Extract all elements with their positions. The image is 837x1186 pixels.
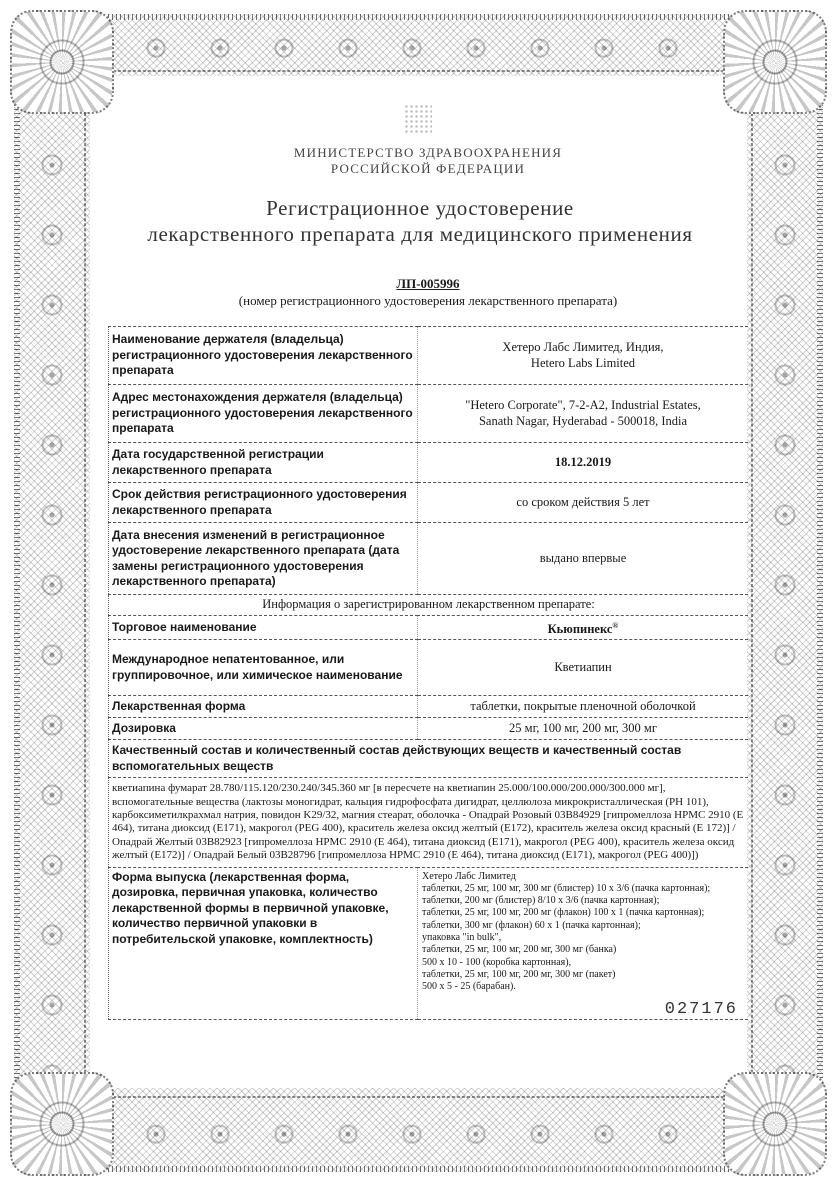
row-label-release-form: Форма выпуска (лекарственная форма, дозировка, первичная упаковка, количество лекарственной формы в первичной упаковке, количество первичной упаковки в потребительской упаковке, комплектность) <box>109 867 418 1019</box>
table-row <box>109 640 749 696</box>
row-label-holder-address: Адрес местонахождения держателя (владельца) регистрационного удостоверения лекарственного препарата <box>109 385 418 443</box>
row-label-inn: Международное непатентованное, или группировочное, или химическое наименование <box>109 640 418 696</box>
composition-heading: Качественный состав и количественный состав действующих веществ и качественный состав вспомогательных веществ <box>109 740 749 778</box>
registration-number-caption: (номер регистрационного удостоверения лекарственного препарата) <box>238 293 618 308</box>
border-top-ornament <box>60 14 777 76</box>
table-row <box>109 778 749 867</box>
table-row <box>109 867 749 1019</box>
release-line: таблетки, 25 мг, 100 мг, 200 мг, 300 мг (банка) <box>422 944 617 956</box>
composition-text: кветиапина фумарат 28.780/115.120/230.240/345.360 мг [в пересчете на кветиапин 25.000/100.000/200.000/300.000 мг], вспомогательные вещества (лактозы моногидрат, кальция гидрофосфата дигидрат, целлюлоза микрокристаллическая (PH 101), карбоксиметилкрахмал натрия, повидон K29/32, магния стеарат, оболочка - Опадрай Розовый 03B84929 [гипромеллоза HPMC 2910 (E 464), титана диоксид (E171), макрогол (PEG 400), краситель железа оксид желтый (E172), краситель железа оксид красный (E 172)] / Опадрай Желтый 03B82923 [гипромеллоза HPMC 2910 (E 464), титана диоксид (E171), макрогол (PEG 400), краситель железа оксид желтый (E172)] / Опадрай Белый 03B28796 [гипромеллоза HPMC 2910 (E 464), титана диоксид (E171), макрогол (PEG 400)]) <box>109 778 749 867</box>
address-line-2: Sanath Nagar, Hyderabad - 500018, India <box>478 413 688 428</box>
title-line-1: Регистрационное удостоверение <box>266 196 574 220</box>
table-row <box>109 483 749 523</box>
release-line: 500 x 10 - 100 (коробка картонная), <box>422 956 572 968</box>
row-value-release-form <box>418 867 749 1019</box>
table-row <box>109 718 749 740</box>
title-line-2: лекарственного препарата для медицинского применения <box>147 222 693 246</box>
registration-number: ЛП-005996 <box>396 276 460 291</box>
row-value-validity-period: со сроком действия 5 лет <box>418 483 749 523</box>
release-line: упаковка "in bulk", <box>422 932 502 944</box>
row-label-trade-name: Торговое наименование <box>109 615 418 640</box>
corner-rosette-icon <box>10 10 114 114</box>
corner-rosette-icon <box>10 1072 114 1176</box>
info-heading: Информация о зарегистрированном лекарственном препарате: <box>109 595 749 616</box>
release-line: таблетки, 25 мг, 100 мг, 300 мг (блистер) 10 x 3/6 (пачка картонная); <box>422 882 711 894</box>
address-line-1: "Hetero Corporate", 7-2-A2, Industrial Estates, <box>465 398 701 412</box>
border-left-ornament <box>14 60 90 1126</box>
ministry-line-1: МИНИСТЕРСТВО ЗДРАВООХРАНЕНИЯ <box>293 145 563 160</box>
row-label-validity-period: Срок действия регистрационного удостоверения лекарственного препарата <box>109 483 418 523</box>
row-value-dosage-form: таблетки, покрытые пленочной оболочкой <box>418 696 749 718</box>
holder-name-en: Hetero Labs Limited <box>530 355 636 370</box>
release-line: таблетки, 25 мг, 100 мг, 200 мг, 300 мг (пакет) <box>422 968 616 980</box>
ministry-line-2: РОССИЙСКОЙ ФЕДЕРАЦИИ <box>330 161 526 176</box>
row-label-registration-date: Дата государственной регистрации лекарственного препарата <box>109 443 418 483</box>
release-line: 500 x 5 - 25 (барабан). <box>422 981 516 993</box>
table-row <box>109 615 749 640</box>
table-row <box>109 740 749 778</box>
table-row <box>109 595 749 616</box>
certificate-table <box>108 326 748 1020</box>
form-serial-number: 027176 <box>664 1000 738 1020</box>
ministry-heading <box>108 145 748 177</box>
release-line: таблетки, 25 мг, 100 мг, 200 мг (флакон) 100 x 1 (пачка картонная); <box>422 907 705 919</box>
table-row <box>109 696 749 718</box>
holder-name-ru: Хетеро Лабс Лимитед, Индия, <box>502 340 664 354</box>
release-line: таблетки, 300 мг (флакон) 60 x 1 (пачка картонная); <box>422 919 641 931</box>
document-title <box>80 195 760 247</box>
row-label-dosage: Дозировка <box>109 718 418 740</box>
border-bottom-ornament <box>60 1088 777 1172</box>
row-value-dosage: 25 мг, 100 мг, 200 мг, 300 мг <box>418 718 749 740</box>
release-line: Хетеро Лабс Лимитед <box>422 870 516 882</box>
release-line: таблетки, 200 мг (блистер) 8/10 x 3/6 (пачка картонная); <box>422 895 660 907</box>
row-label-holder-name: Наименование держателя (владельца) регистрационного удостоверения лекарственного препарата <box>109 327 418 385</box>
table-row <box>109 523 749 595</box>
table-row <box>109 327 749 385</box>
corner-rosette-icon <box>723 1072 827 1176</box>
coat-of-arms-emblem-icon <box>404 104 432 134</box>
row-value-changes-date: выдано впервые <box>418 523 749 595</box>
row-value-registration-date: 18.12.2019 <box>418 443 749 483</box>
row-value-holder-name <box>418 327 749 385</box>
row-value-inn: Кветиапин <box>418 640 749 696</box>
row-label-changes-date: Дата внесения изменений в регистрационное удостоверение лекарственного препарата (дата замены регистрационного удостоверения лекарственного препарата) <box>109 523 418 595</box>
row-value-holder-address <box>418 385 749 443</box>
row-label-dosage-form: Лекарственная форма <box>109 696 418 718</box>
registered-trademark-icon: ® <box>612 620 619 630</box>
table-row <box>109 385 749 443</box>
corner-rosette-icon <box>723 10 827 114</box>
table-row <box>109 443 749 483</box>
trade-name: Кьюпинекс <box>547 621 613 636</box>
row-value-trade-name <box>418 615 749 640</box>
